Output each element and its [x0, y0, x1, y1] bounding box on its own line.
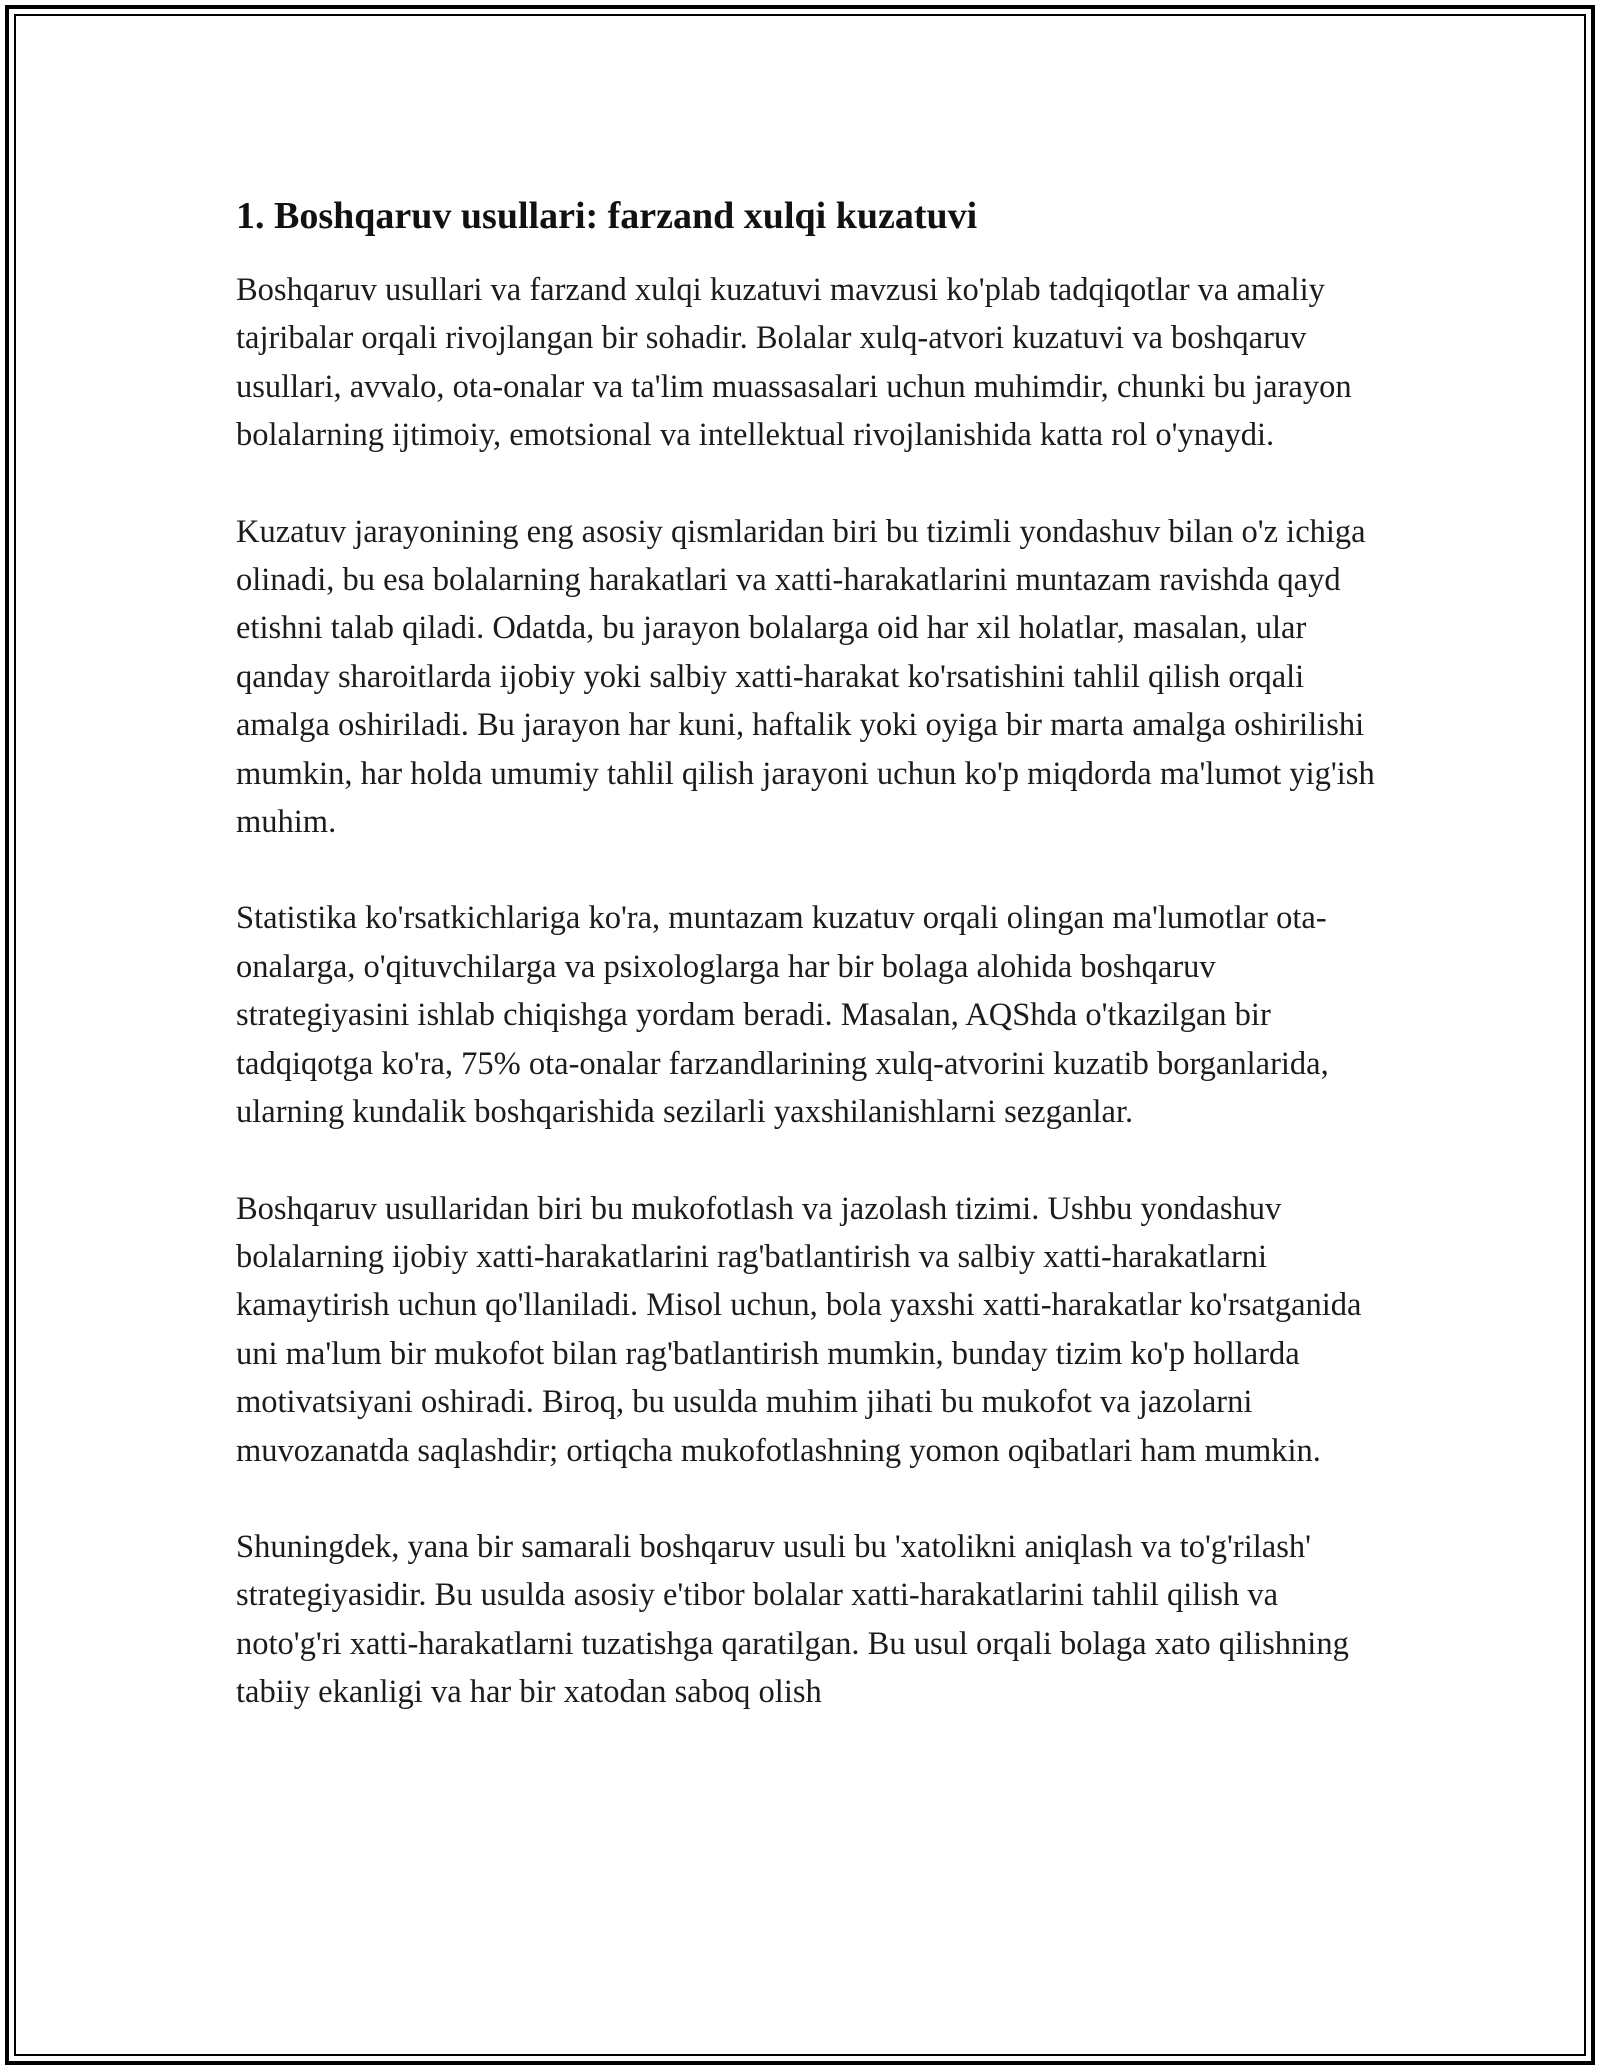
paragraph-statistics: Statistika ko'rsatkichlariga ko'ra, muntazam kuzatuv orqali olingan ma'lumotlar ota-onalarga, o'qituvchilarga va psixologlarga har bir bolaga alohida boshqaruv strategiyasini ishlab chiqishga yordam beradi. Masalan, AQShda o'tkazilgan bir tadqiqotga ko'ra, 75% ota-onalar farzandlarining xulq-atvorini kuzatib borganlarida, ularning kundalik boshqarishida sezilarli yaxshilanishlarni sezganlar. — [236, 900, 1329, 1131]
document-body — [236, 188, 1376, 1765]
paragraph-observation-process: Kuzatuv jarayonining eng asosiy qismlaridan biri bu tizimli yondashuv bilan o'z ichiga olinadi, bu esa bolalarning harakatlari va xatti-harakatlarini muntazam ravishda qayd etishni talab qiladi. Odatda, bu jarayon bolalarga oid har xil holatlar, masalan, ular qanday sharoitlarda ijobiy yoki salbiy xatti-harakat ko'rsatishini tahlil qilish orqali amalga oshiriladi. Bu jarayon har kuni, haftalik yoki oyiga bir marta amalga oshirilishi mumkin, har holda umumiy tahlil qilish jarayoni uchun ko'p miqdorda ma'lumot yig'ish muhim. — [236, 513, 1375, 841]
section-heading: 1. Boshqaruv usullari: farzand xulqi kuzatuvi — [236, 195, 978, 237]
paragraph-error-correction: Shuningdek, yana bir samarali boshqaruv usuli bu 'xatolikni aniqlash va to'g'rilash' strategiyasidir. Bu usulda asosiy e'tibor bolalar xatti-harakatlarini tahlil qilish va noto'g'ri xatti-harakatlarni tuzatishga qaratilgan. Bu usul orqali bolaga xato qilishning tabiiy ekanligi va har bir xatodan saboq olish — [236, 1528, 1349, 1711]
paragraph-intro: Boshqaruv usullari va farzand xulqi kuzatuvi mavzusi ko'plab tadqiqotlar va amaliy tajribalar orqali rivojlangan bir sohadir. Bolalar xulq-atvori kuzatuvi va boshqaruv usullari, avvalo, ota-onalar va ta'lim muassasalari uchun muhimdir, chunki bu jarayon bolalarning ijtimoiy, emotsional va intellektual rivojlanishida katta rol o'ynaydi. — [236, 272, 1352, 454]
paragraph-reward-punishment: Boshqaruv usullaridan biri bu mukofotlash va jazolash tizimi. Ushbu yondashuv bolalarning ijobiy xatti-harakatlarini rag'batlantirish va salbiy xatti-harakatlarni kamaytirish uchun qo'llaniladi. Misol uchun, bola yaxshi xatti-harakatlar ko'rsatganida uni ma'lum bir mukofot bilan rag'batlantirish mumkin, bunday tizim ko'p hollarda motivatsiyani oshiradi. Biroq, bu usulda muhim jihati bu mukofot va jazolarni muvozanatda saqlashdir; ortiqcha mukofotlashning yomon oqibatlari ham mumkin. — [236, 1190, 1362, 1469]
